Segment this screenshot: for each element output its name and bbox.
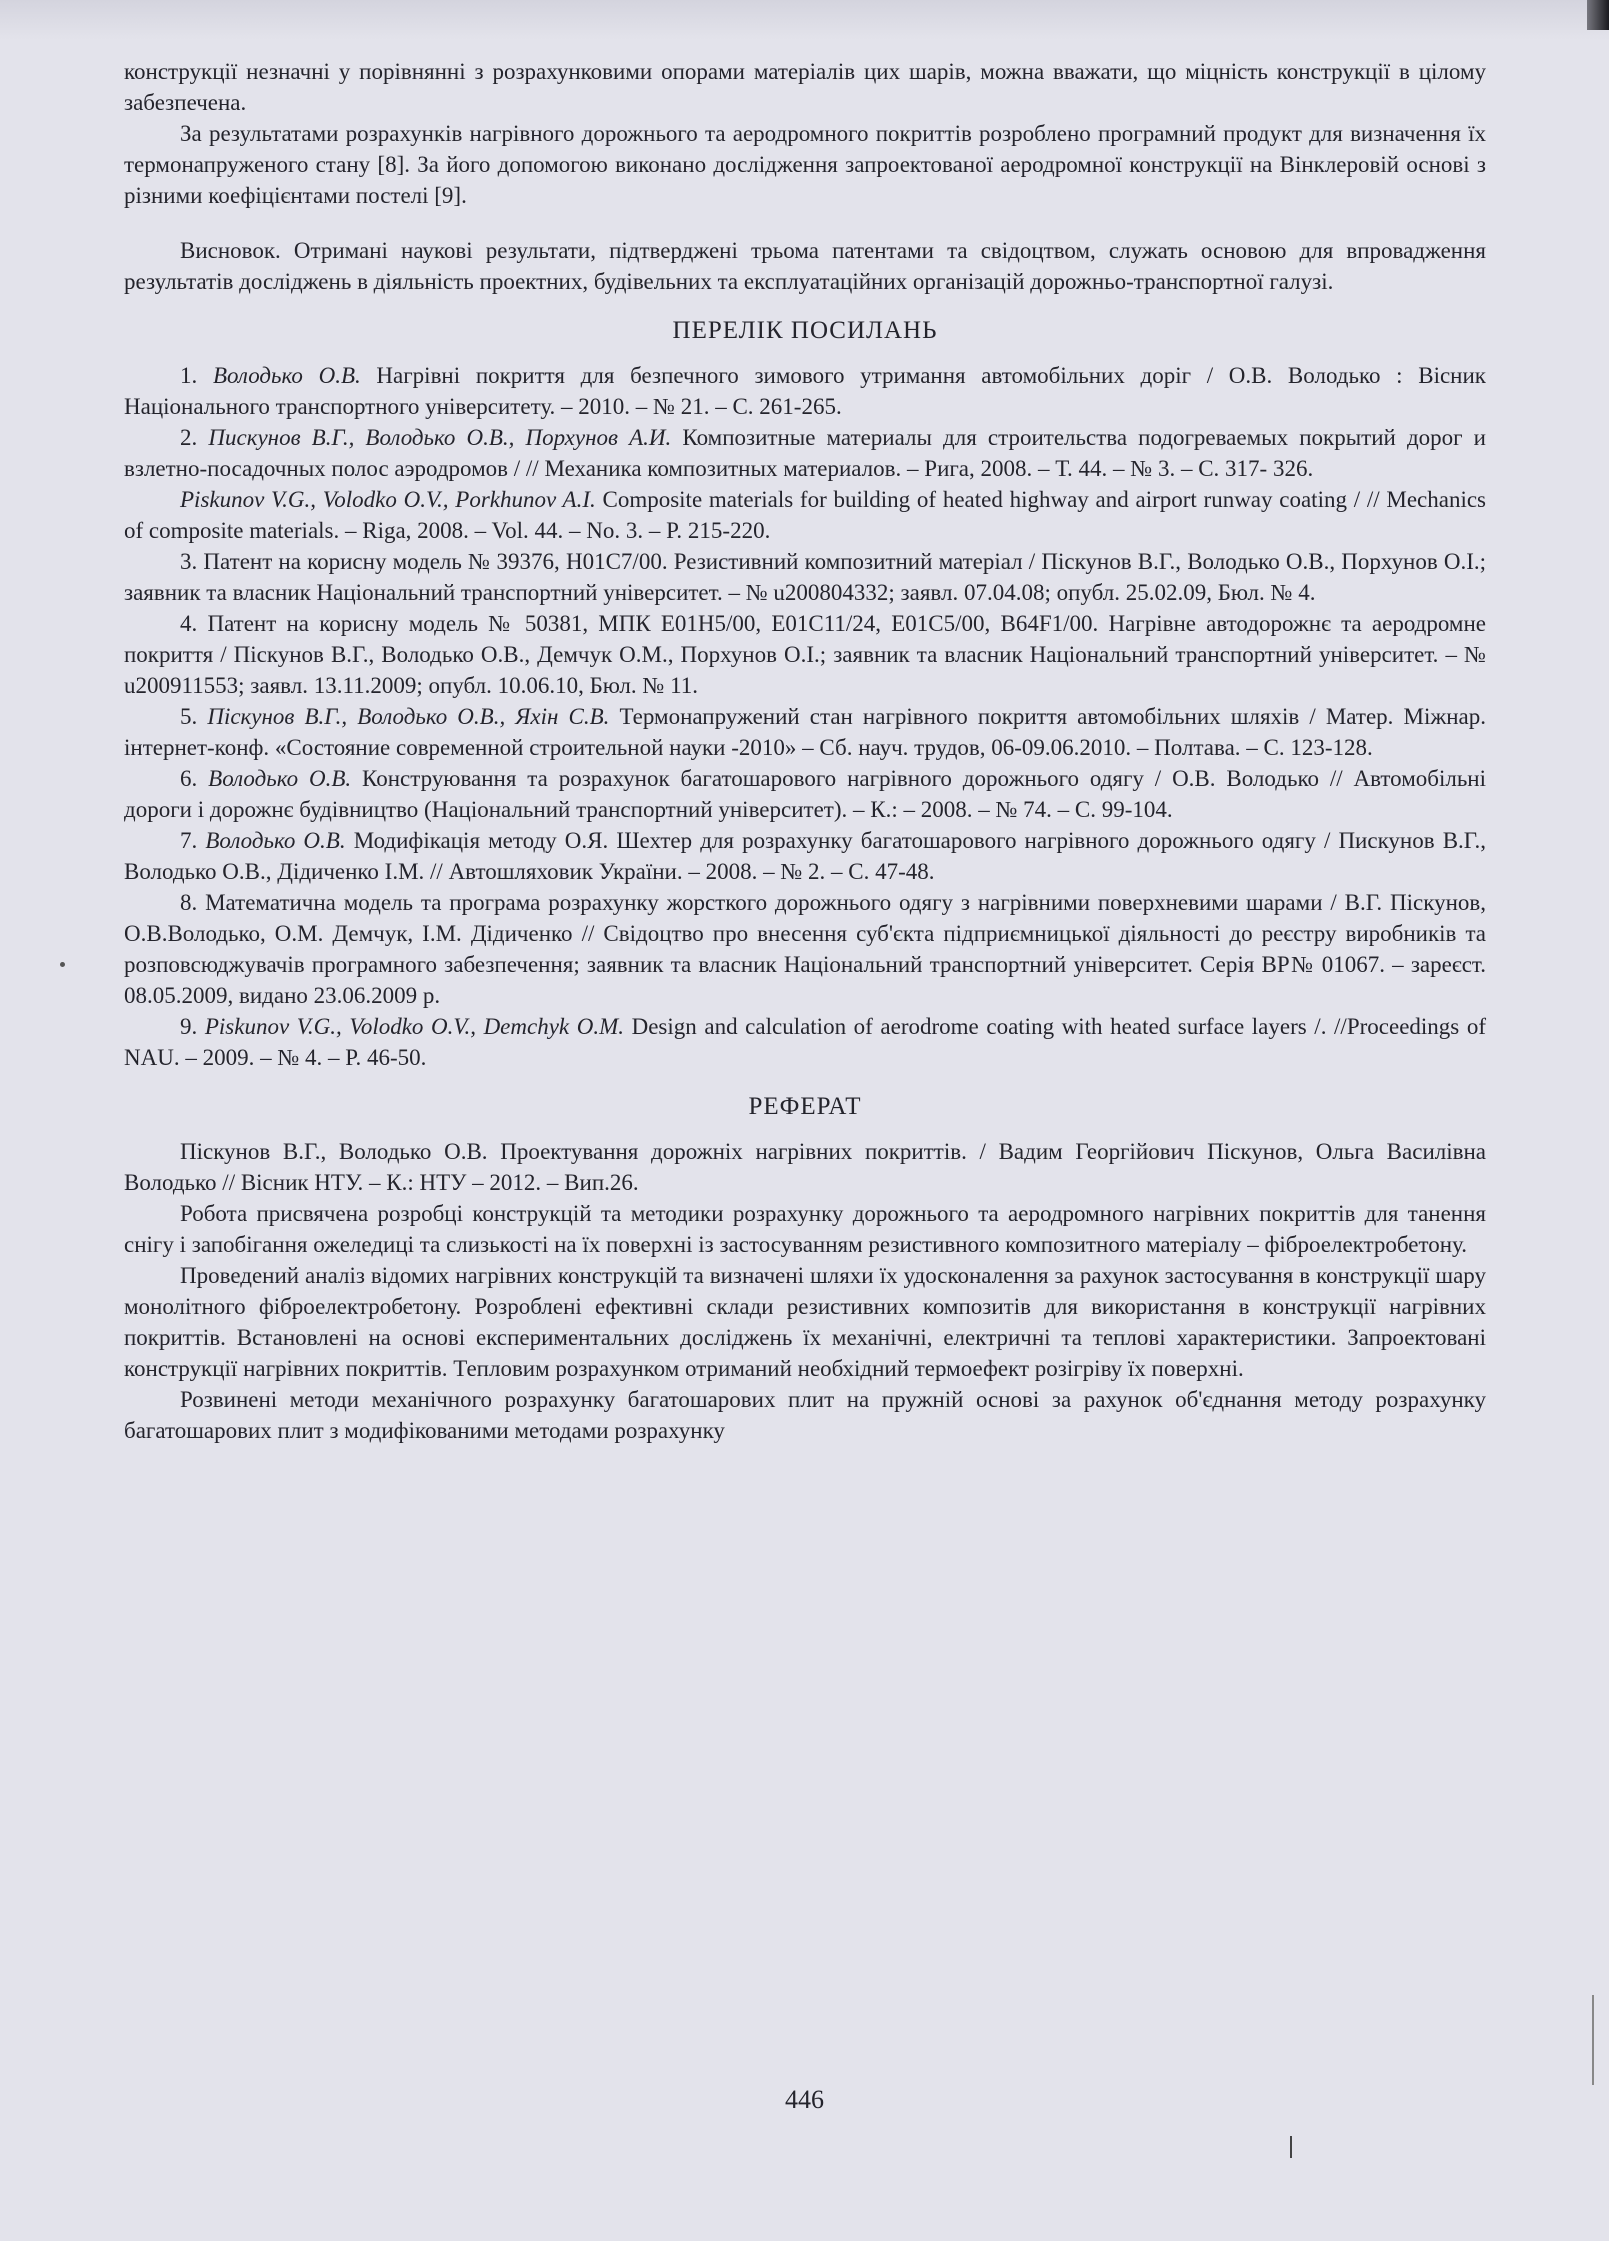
abstract-paragraph: Проведений аналіз відомих нагрівних конструкцій та визначені шляхи їх удосконалення за рахунок застосування в конструкції шару монолітного фіброелектробетону. Розроблені ефективні склади резистивних композитів для використання в конструкції нагрівних покриттів. Встановлені на основі експериментальних досліджень їх механічні, електричні та теплові характеристики. Запроектовані конструкції нагрівних покриттів. Тепловим розрахунком отриманий необхідний термоефект розігріву їх поверхні. (124, 1263, 1486, 1381)
reference-item: 4. Патент на корисну модель № 50381, МПК E01H5/00, E01C11/24, E01C5/00, B64F1/00. Нагрівне автодорожнє та аеродромне покриття / Піскунов В.Г., Володько О.В., Демчук О.М., Порхунов О.І.; заявник та власник Національний транспортний університет. – № u200911553; заявл. 13.11.2009; опубл. 10.06.10, Бюл. № 11. (124, 611, 1486, 698)
references-heading: ПЕРЕЛІК ПОСИЛАНЬ (672, 317, 938, 344)
reference-item: 1. Володько О.В. Нагрівні покриття для безпечного зимового утримання автомобільних доріг / О.В. Володько : Вісник Національного транспортного університету. – 2010. – № 21. – С. 261-265. (124, 363, 1486, 419)
reference-item: 9. Piskunov V.G., Volodko O.V., Demchyk O.M. Design and calculation of aerodrome coating with heated surface layers /. //Proceedings of NAU. – 2009. – № 4. – P. 46-50. (124, 1014, 1487, 1070)
reference-item: 8. Математична модель та програма розрахунку жорсткого дорожнього одягу з нагрівними поверхневими шарами / В.Г. Піскунов, О.В.Володько, О.М. Демчук, І.М. Дідиченко // Свідоцтво про внесення суб'єкта підприємницької діяльності до реєстру виробників та розповсюджувачів програмного забезпечення; заявник та власник Національний транспортний університет. Серія ВР№ 01067. – зареєст. 08.05.2009, видано 23.06.2009 р. (124, 890, 1486, 1008)
reference-item: 2. Пискунов В.Г., Володько О.В., Порхунов А.И. Композитные материалы для строительства подогреваемых покрытий дорог и взлетно-посадочных полос аэродромов / // Механика композитных материалов. – Рига, 2008. – Т. 44. – № 3. – С. 317- 326. (124, 425, 1486, 481)
page-number: 446 (785, 2085, 824, 2114)
reference-item: 5. Піскунов В.Г., Володько О.В., Яхін С.В. Термонапружений стан нагрівного покриття автомобільних шляхів / Матер. Міжнар. інтернет-конф. «Состояние современной строительной науки -2010» – Сб. науч. трудов, 06-09.06.2010. – Полтава. – С. 123-128. (124, 704, 1487, 760)
reference-list (124, 360, 1486, 1073)
abstract-heading: РЕФЕРАТ (748, 1093, 862, 1120)
scan-mark (1290, 2136, 1292, 2158)
scan-top-edge (0, 0, 1609, 40)
scan-speck (60, 962, 65, 967)
abstract-citation: Піскунов В.Г., Володько О.В. Проектування дорожніх нагрівних покриттів. / Вадим Георгійович Піскунов, Ольга Василівна Володько // Вісник НТУ. – К.: НТУ – 2012. – Вип.26. (124, 1139, 1486, 1195)
paragraph: За результатами розрахунків нагрівного дорожнього та аеродромного покриттів розроблено програмний продукт для визначення їх термонапруженого стану [8]. За його допомогою виконано дослідження запроектованої аеродромної конструкції на Вінклеровій основі з різними коефіцієнтами постелі [9]. (124, 121, 1486, 208)
abstract-paragraph: Робота присвячена розробці конструкцій та методики розрахунку дорожнього та аеродромного нагрівних покриттів для танення снігу і запобігання ожеледиці та слизькості на їх поверхні із застосуванням резистивного композитного матеріалу – фіброелектробетону. (124, 1201, 1486, 1257)
paragraph: конструкції незначні у порівнянні з розрахунковими опорами матеріалів цих шарів, можна вважати, що міцність конструкції в цілому забезпечена. (124, 59, 1486, 115)
abstract-paragraph: Розвинені методи механічного розрахунку багатошарових плит на пружній основі за рахунок об'єднання методу розрахунку багатошарових плит з модифікованими методами розрахунку (124, 1387, 1486, 1443)
document-body (124, 56, 1486, 1446)
conclusion-paragraph: Висновок. Отримані наукові результати, підтверджені трьома патентами та свідоцтвом, служать основою для впровадження результатів досліджень в діяльність проектних, будівельних та експлуатаційних організацій дорожньо-транспортної галузі. (124, 238, 1486, 294)
reference-item: 7. Володько О.В. Модифікація методу О.Я. Шехтер для розрахунку багатошарового нагрівного дорожнього одягу / Пискунов В.Г., Володько О.В., Дідиченко І.М. // Автошляховик України. – 2008. – № 2. – С. 47-48. (124, 828, 1486, 884)
reference-item: 6. Володько О.В. Конструювання та розрахунок багатошарового нагрівного дорожнього одягу / О.В. Володько // Автомобільні дороги і дорожнє будівництво (Національний транспортний університет). – К.: – 2008. – № 74. – С. 99-104. (124, 766, 1487, 822)
reference-item: Piskunov V.G., Volodko O.V., Porkhunov A.I. Composite materials for building of heated highway and airport runway coating / // Mechanics of composite materials. – Riga, 2008. – Vol. 44. – No. 3. – P. 215-220. (124, 487, 1486, 543)
scan-edge-mark (1592, 1995, 1594, 2085)
scan-corner-shadow (1587, 0, 1609, 30)
reference-item: 3. Патент на корисну модель № 39376, H01C7/00. Резистивний композитний матеріал / Піскунов В.Г., Володько О.В., Порхунов О.І.; заявник та власник Національний транспортний університет. – № u200804332; заявл. 07.04.08; опубл. 25.02.09, Бюл. № 4. (124, 549, 1487, 605)
